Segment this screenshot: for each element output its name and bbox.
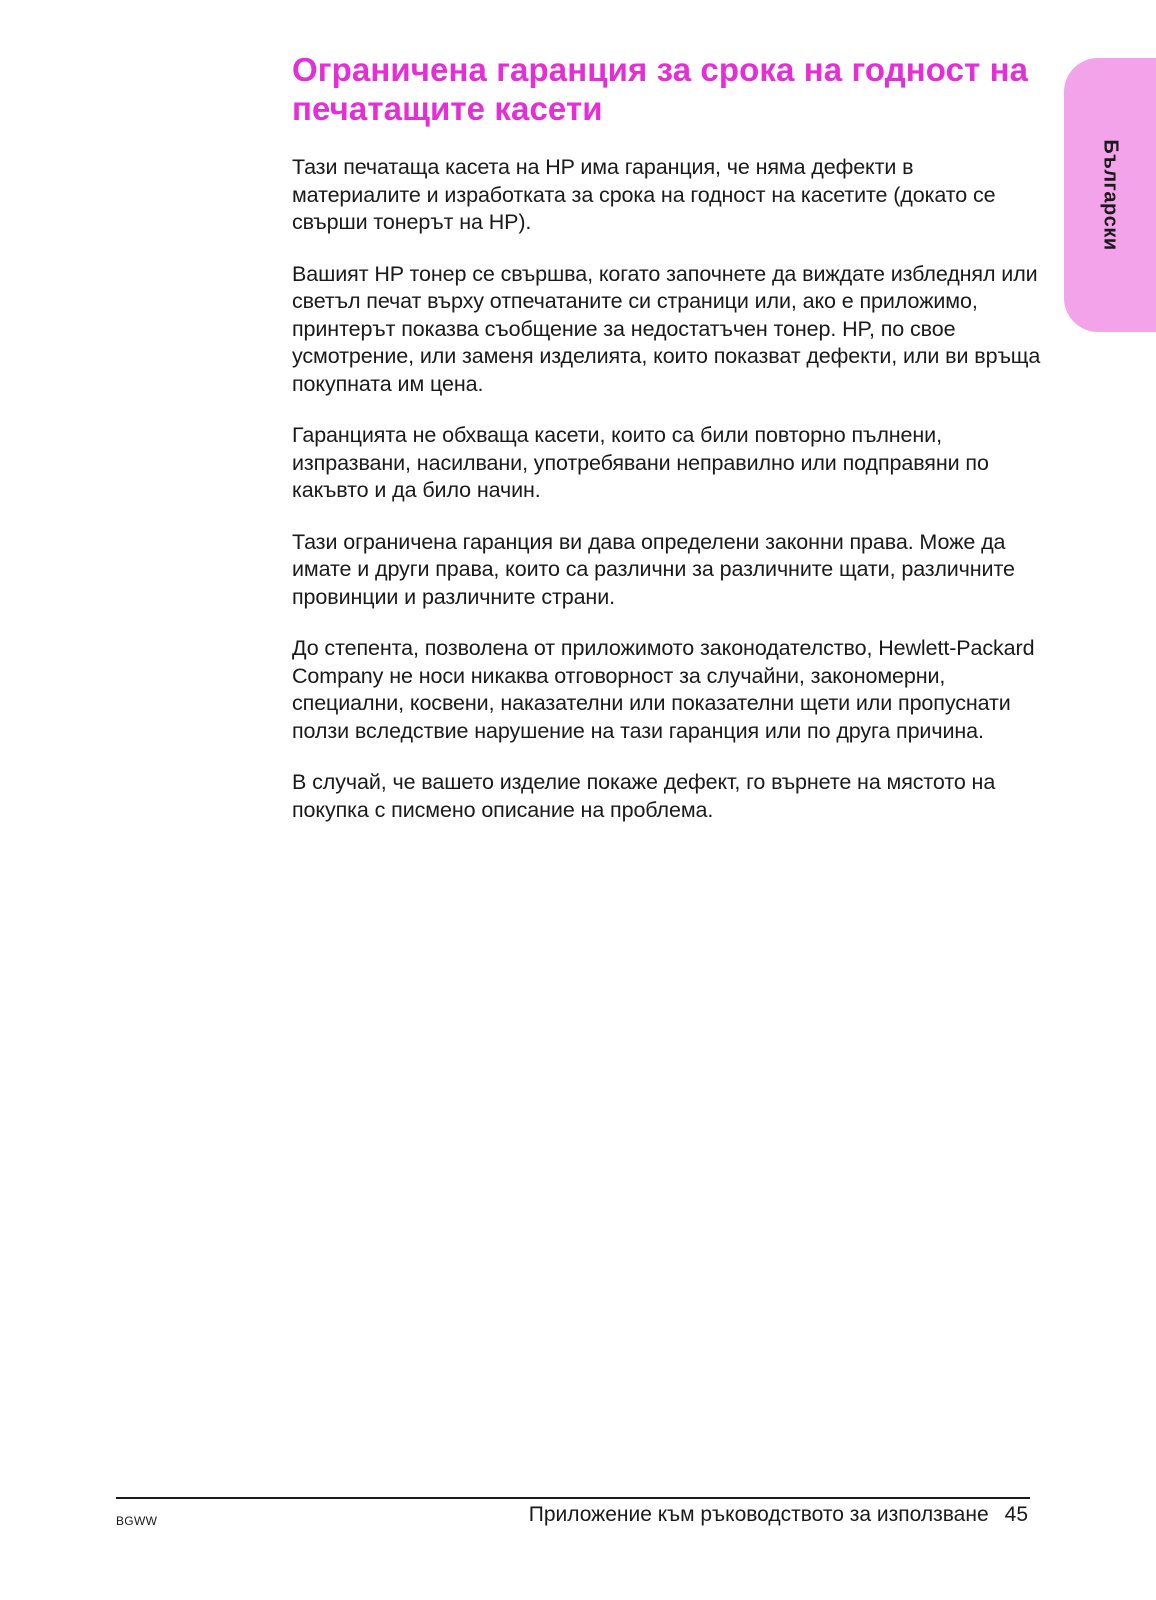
footer-doc-code: BGWW [116,1514,158,1528]
warranty-body [292,154,1047,848]
footer [529,1503,1028,1527]
paragraph-legal-rights: Тази ограничена гаранция ви дава определени законни права. Може да имате и други права, които са различни за различните щати, различните провинции и различните страни. [292,529,1015,609]
page-title: Ограничена гаранция за срока на годност на печатащите касети [292,51,1029,127]
footer-section-title: Приложение към ръководството за използване [528,1503,989,1526]
footer-divider [116,1497,1030,1499]
language-tab [1064,58,1156,332]
paragraph-exclusions: Гаранцията не обхваща касети, които са били повторно пълнени, изпразвани, насилвани, употребявани неправилно или подправяни по какъвто и да било начин. [292,423,989,502]
page-number: 45 [1004,1503,1028,1526]
paragraph-liability: До степента, позволена от приложимото законодателство, Hewlett-Packard Company не носи никаква отговорност за случайни, закономерни, специални, косвени, наказателни или показателни щети или пропуснати ползи вследствие нарушение на тази гаранция или по друга причина. [292,636,1035,743]
paragraph-coverage: Тази печатаща касета на HP има гаранция, че няма дефекти в материалите и изработката за срока на годност на касетите (докато се свърши тонерът на HP). [292,155,996,234]
paragraph-return: В случай, че вашето изделие покаже дефект, го върнете на мястото на покупка с писмено описание на проблема. [292,770,996,822]
language-tab-label: Български [1099,139,1122,251]
paragraph-toner-depletion: Вашият HP тонер се свършва, когато започнете да виждате избледнял или светъл печат върху отпечатаните си страници или, ако е приложимо, принтерът показва съобщение за недостатъчен тонер. HP, по свое усмотрение, или заменя изделията, които показват дефекти, или ви връща покупната им цена. [292,261,1041,396]
